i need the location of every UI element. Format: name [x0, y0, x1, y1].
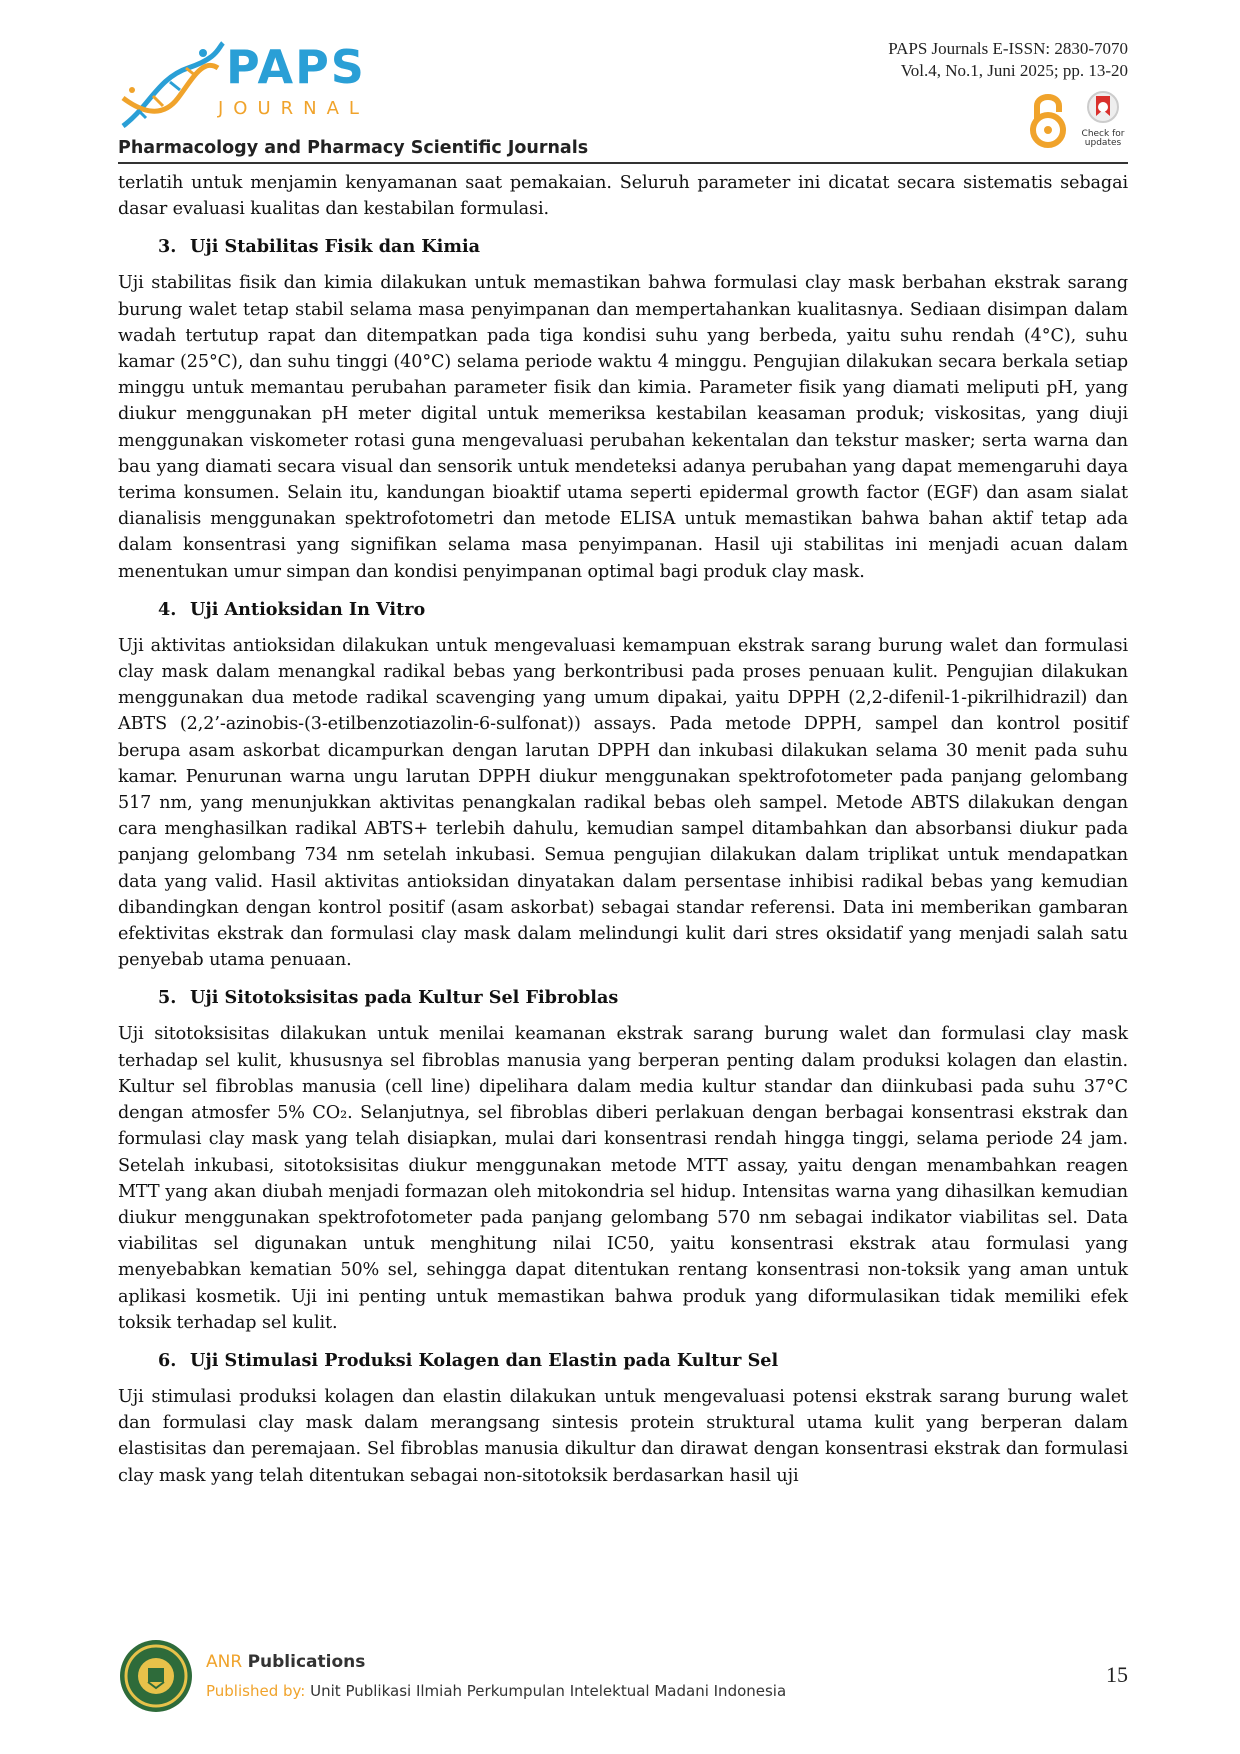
- paps-journal-logo: [118, 38, 369, 133]
- published-by: Published by: Unit Publikasi Ilmiah Perkumpulan Intelektual Madani Indonesia: [206, 1682, 787, 1700]
- section-paragraph: Uji stabilitas fisik dan kimia dilakukan untuk memastikan bahwa formulasi clay mask berbahan ekstrak sarang burung walet tetap stabil selama masa penyimpanan dan mempertahankan kualitasnya. Sediaan disimpan dalam wadah tertutup rapat dan ditempatkan pada tiga kondisi suhu yang berbeda, yaitu suhu rendah (4°C), suhu kamar (25°C), dan suhu tinggi (40°C) selama periode waktu 4 minggu. Pengujian dilakukan secara berkala setiap minggu untuk memantau perubahan parameter fisik dan kimia. Parameter fisik yang diamati meliputi pH, yang diukur menggunakan pH meter digital untuk memeriksa kestabilan keasaman produk; viskositas, yang diuji menggunakan viskometer rotasi guna mengevaluasi perubahan kekentalan dan tekstur masker; serta warna dan bau yang diamati secara visual dan sensorik untuk mendeteksi adanya perubahan yang dapat memengaruhi daya terima konsumen. Selain itu, kandungan bioaktif utama seperti epidermal growth factor (EGF) dan asam sialat dianalisis menggunakan spektrofotometri dan metode ELISA untuk memastikan bahwa bahan aktif tetap ada dalam konsentrasi yang signifikan selama masa penyimpanan. Hasil uji stabilitas ini menjadi acuan dalam menentukan umur simpan dan kondisi penyimpanan optimal bagi produk clay mask.: [118, 273, 1128, 582]
- section-heading: 6. Uji Stimulasi Produksi Kolagen dan Elastin pada Kultur Sel: [158, 1349, 779, 1371]
- logo-paps-text: PAPS: [226, 40, 366, 94]
- issn-line: PAPS Journals E-ISSN: 2830-7070: [888, 39, 1128, 58]
- check-for-updates-badge[interactable]: [1078, 90, 1128, 152]
- crossmark-icon: [1086, 90, 1120, 124]
- section-paragraph: Uji stimulasi produksi kolagen dan elastin dilakukan untuk mengevaluasi potensi ekstrak sarang burung walet dan formulasi clay mask dalam merangsang sintesis protein struktural utama kulit yang berperan dalam elastisitas dan peremajaan. Sel fibroblas manusia dikultur dan dirawat dengan konsentrasi ekstrak dan formulasi clay mask yang telah ditentukan sebagai non-sitotoksik berdasarkan hasil uji: [118, 1386, 1128, 1486]
- section-heading: 4. Uji Antioksidan In Vitro: [158, 598, 426, 620]
- section-paragraph: Uji sitotoksisitas dilakukan untuk menilai keamanan ekstrak sarang burung walet dan formulasi clay mask terhadap sel kulit, khususnya sel fibroblas manusia yang berperan penting dalam produksi kolagen dan elastin. Kultur sel fibroblas manusia (cell line) dipelihara dalam media kultur standar dan diinkubasi pada suhu 37°C dengan atmosfer 5% CO₂. Selanjutnya, sel fibroblas diberi perlakuan dengan berbagai konsentrasi ekstrak dan formulasi clay mask yang telah disiapkan, mulai dari konsentrasi rendah hingga tinggi, selama periode 24 jam. Setelah inkubasi, sitotoksisitas diukur menggunakan metode MTT assay, yaitu dengan menambahkan reagen MTT yang akan diubah menjadi formazan oleh mitokondria sel hidup. Intensitas warna yang dihasilkan kemudian diukur menggunakan spektrofotometer pada panjang gelombang 570 nm sebagai indikator viabilitas sel. Data viabilitas sel digunakan untuk menghitung nilai IC50, yaitu konsentrasi ekstrak atau formulasi yang menyebabkan kematian 50% sel, sehingga dapat ditentukan rentang konsentrasi non-toksik yang aman untuk aplikasi kosmetik. Uji ini penting untuk memastikan bahwa produk yang diformulasikan tidak memiliki efek toksik terhadap sel kulit.: [118, 1024, 1128, 1333]
- article-body: [118, 170, 1128, 1489]
- journal-info: [888, 38, 1128, 82]
- volume-line: Vol.4, No.1, Juni 2025; pp. 13-20: [900, 61, 1128, 80]
- header-badges: [1028, 90, 1128, 152]
- publisher-name: ANR Publications: [206, 1652, 366, 1672]
- journal-name: Pharmacology and Pharmacy Scientific Journals: [118, 138, 589, 158]
- page-footer: [118, 1638, 1128, 1718]
- section-heading: 5. Uji Sitotoksisitas pada Kultur Sel Fibroblas: [158, 987, 619, 1009]
- header-divider: [118, 162, 1128, 164]
- logo-journal-text: JOURNAL: [218, 98, 369, 119]
- section-paragraph: Uji aktivitas antioksidan dilakukan untuk mengevaluasi kemampuan ekstrak sarang burung walet dan formulasi clay mask dalam menangkal radikal bebas yang berkontribusi pada proses penuaan kulit. Pengujian dilakukan menggunakan dua metode radikal scavenging yang umum dipakai, yaitu DPPH (2,2-difenil-1-pikrilhidrazil) dan ABTS (2,2’-azinobis-(3-etilbenzotiazolin-6-sulfonat)) assays. Pada metode DPPH, sampel dan kontrol positif berupa asam askorbat dicampurkan dengan larutan DPPH dan inkubasi dilakukan selama 30 menit pada suhu kamar. Penurunan warna ungu larutan DPPH diukur menggunakan spektrofotometer pada panjang gelombang 517 nm, yang menunjukkan aktivitas penangkalan radikal bebas oleh sampel. Metode ABTS dilakukan dengan cara menghasilkan radikal ABTS+ terlebih dahulu, kemudian sampel ditambahkan dan absorbansi diukur pada panjang gelombang 734 nm setelah inkubasi. Semua pengujian dilakukan dalam triplikat untuk mendapatkan data yang valid. Hasil aktivitas antioksidan dinyatakan dalam persentase inhibisi radikal bebas yang kemudian dibandingkan dengan kontrol positif (asam askorbat) sebagai standar referensi. Data ini memberikan gambaran efektivitas ekstrak dan formulasi clay mask dalam melindungi kulit dari stres oksidatif yang menjadi salah satu penyebab utama penuaan.: [118, 635, 1128, 971]
- lead-paragraph: terlatih untuk menjamin kenyamanan saat pemakaian. Seluruh parameter ini dicatat secara sistematis sebagai dasar evaluasi kualitas dan kestabilan formulasi.: [118, 173, 1128, 220]
- open-access-icon: [1028, 92, 1068, 150]
- page-number: 15: [1106, 1662, 1128, 1687]
- check-updates-label: Check for updates: [1081, 129, 1125, 148]
- page-header: [118, 38, 1128, 160]
- publisher-seal-icon: [118, 1638, 194, 1714]
- section-heading: 3. Uji Stabilitas Fisik dan Kimia: [158, 236, 481, 258]
- dna-helix-icon: [118, 38, 228, 133]
